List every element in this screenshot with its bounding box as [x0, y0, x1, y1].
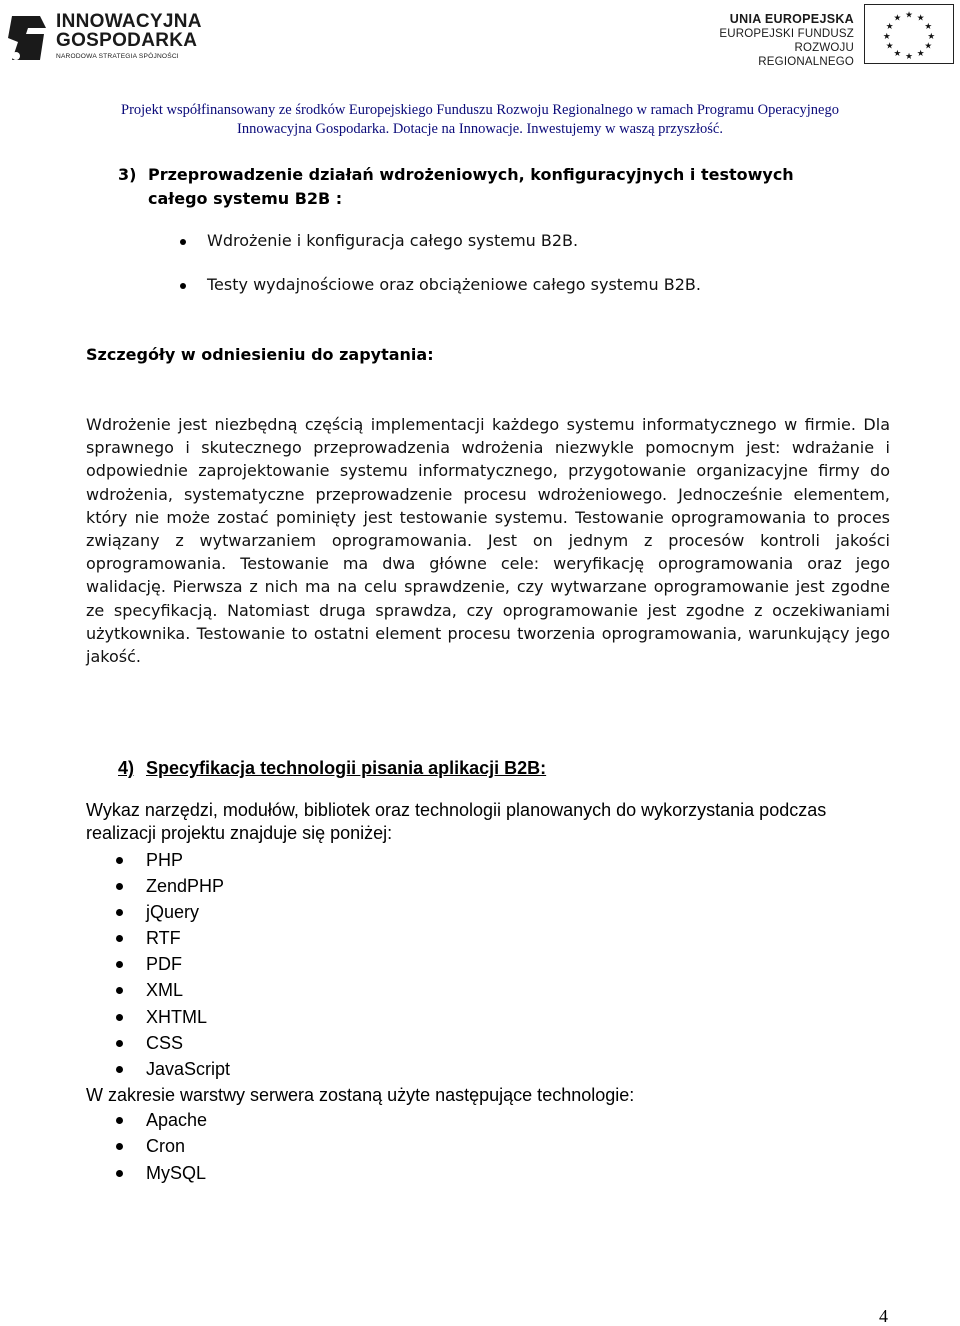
svg-text:★: ★	[916, 49, 925, 60]
logo-left-line2: GOSPODARKA	[56, 30, 198, 51]
list-item: JavaScript	[116, 1057, 230, 1083]
section-3-title-line1: Przeprowadzenie działań wdrożeniowych, konfiguracyjnych i testowych	[148, 165, 794, 184]
logo-right-line1: UNIA EUROPEJSKA	[729, 12, 854, 26]
logo-right-line2: EUROPEJSKI FUNDUSZ	[719, 28, 854, 40]
section-4-heading	[118, 756, 546, 780]
svg-text:★: ★	[924, 22, 933, 33]
technology-list	[116, 848, 230, 1083]
funding-line-1: Projekt współfinansowany ze środków Europejskiego Funduszu Rozwoju Regionalnego w ramach Programu Operacyjnego	[121, 102, 839, 118]
svg-text:★: ★	[905, 52, 913, 63]
list-item: XML	[116, 978, 230, 1004]
svg-text:★: ★	[893, 13, 902, 24]
section-3-heading	[118, 163, 838, 211]
svg-text:★: ★	[924, 41, 933, 52]
funding-statement	[0, 101, 960, 139]
logo-left-line1: INNOWACYJNA	[56, 11, 202, 32]
server-intro-paragraph: W zakresie warstwy serwera zostaną użyte następujące technologie:	[86, 1085, 635, 1105]
list-item: Testy wydajnościowe oraz obciążeniowe całego systemu B2B.	[178, 273, 701, 317]
list-item: RTF	[116, 926, 230, 952]
svg-text:★: ★	[905, 10, 913, 21]
funding-line-2: Innowacyjna Gospodarka. Dotacje na Innowacje. Inwestujemy w waszą przyszłość.	[237, 121, 723, 137]
section-4-number: 4)	[118, 758, 135, 778]
section-3-number: 3)	[118, 165, 137, 184]
list-item: CSS	[116, 1031, 230, 1057]
server-technology-list	[116, 1108, 207, 1187]
svg-text:★: ★	[916, 13, 925, 24]
svg-text:★: ★	[927, 31, 936, 42]
logo-right-line3: ROZWOJU REGIONALNEGO	[758, 42, 854, 68]
list-item: Wdrożenie i konfiguracja całego systemu B2B.	[178, 229, 701, 273]
details-paragraph: Wdrożenie jest niezbędną częścią implementacji każdego systemu informatycznego w firmie. Dla sprawnego i skutecznego przeprowadzenia wdrożenia niezwykle pomocnym jest: wdrażanie i odpowiednie zaprojektowanie systemu informatycznego, przygotowanie organizacyjne firmy do wdrożenia, systematyczne przeprowadzenie procesu wdrożeniowego. Jednocześnie elementem, który nie może zostać pominięty jest testowanie systemu. Testowanie oprogramowania to proces związany z wytwarzaniem oprogramowania. Jest on jednym z procesów kontroli jakości oprogramowania. Testowanie ma dwa główne cele: weryfikację oprogramowania oraz jego walidację. Pierwsza z nich ma na celu sprawdzenie, czy wytwarzane oprogramowanie jest zgodne ze specyfikacją. Natomiast druga sprawdza, czy oprogramowanie jest zgodne z oczekiwaniami użytkownika. Testowanie to ostatni element procesu tworzenia oprogramowania, warunkujący jego jakość.	[86, 415, 890, 667]
list-item: XHTML	[116, 1005, 230, 1031]
innowacyjna-gospodarka-logo	[6, 10, 206, 70]
page-number: 4	[879, 1306, 888, 1326]
list-item: PDF	[116, 952, 230, 978]
svg-text:★: ★	[893, 49, 902, 60]
section-3-title-line2: całego systemu B2B :	[148, 189, 343, 208]
svg-text:★: ★	[882, 31, 891, 42]
details-heading: Szczegóły w odniesieniu do zapytania:	[86, 345, 434, 364]
eu-logo	[704, 4, 954, 66]
list-item: jQuery	[116, 900, 230, 926]
svg-text:★: ★	[885, 22, 894, 33]
list-item: PHP	[116, 848, 230, 874]
svg-text:★: ★	[885, 41, 894, 52]
eu-flag-icon	[864, 4, 954, 64]
list-item: MySQL	[116, 1161, 207, 1187]
section-4-title: Specyfikacja technologii pisania aplikacji B2B:	[146, 758, 547, 778]
list-item: Apache	[116, 1108, 207, 1134]
tools-intro-paragraph: Wykaz narzędzi, modułów, bibliotek oraz technologii planowanych do wykorzystania podczas realizacji projektu znajduje się poniżej:	[86, 800, 827, 843]
logo-left-line3: NARODOWA STRATEGIA SPÓJNOŚCI	[56, 53, 179, 60]
section-3-task-list	[178, 229, 701, 317]
list-item: ZendPHP	[116, 874, 230, 900]
innowacyjna-gospodarka-emblem-icon	[6, 12, 50, 64]
list-item: Cron	[116, 1134, 207, 1160]
